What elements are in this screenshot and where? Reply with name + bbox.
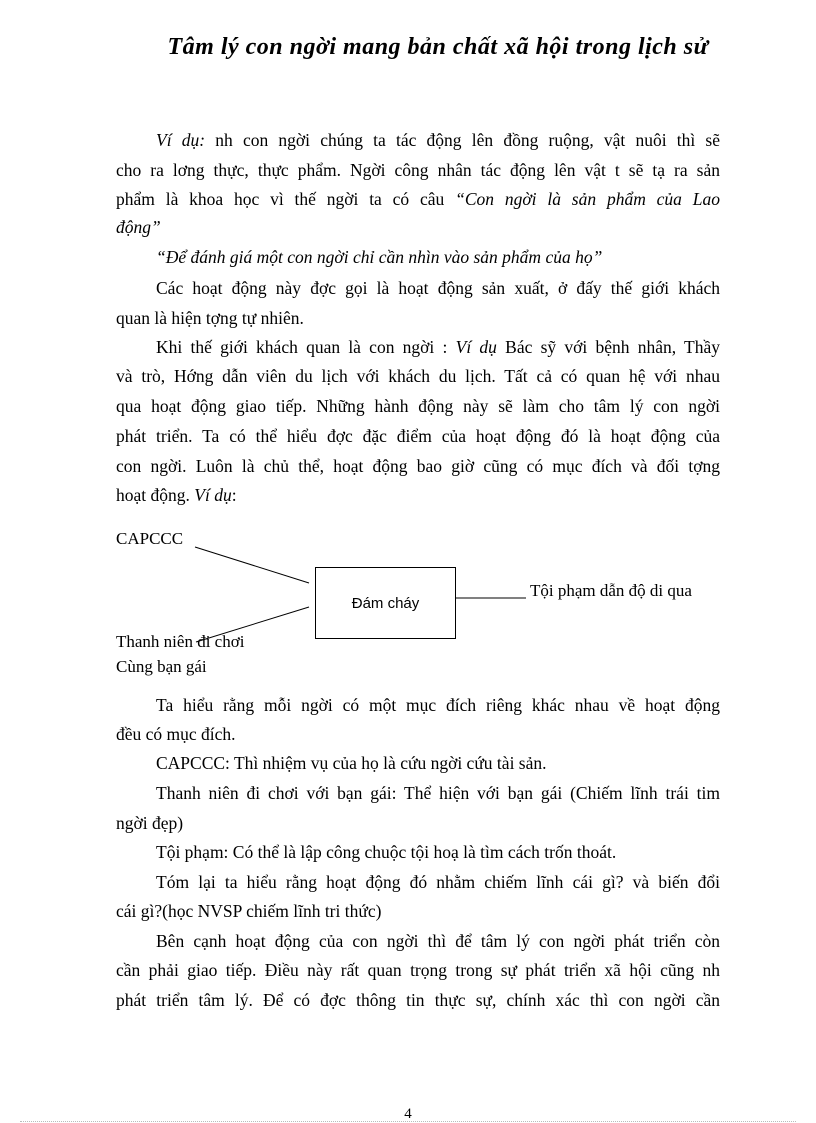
diagram-center-box [315, 567, 456, 639]
header-title: Tâm lý con ngời mang bản chất xã hội trong lịch sử [167, 34, 709, 60]
diagram-center-label: Đám cháy [351, 594, 420, 612]
body-text: : [231, 485, 237, 505]
connector-capccc [195, 547, 309, 583]
body-line: qua hoạt động giao tiếp. Những hành động này sẽ làm cho tâm lý con ngời [116, 396, 720, 416]
body-text: phẩm là khoa học vì thế ngời ta có câu [116, 189, 456, 209]
example-label: Ví dụ [194, 485, 232, 505]
body-line: CAPCCC: Thì nhiệm vụ của họ là cứu ngời cứu tài sản. [156, 753, 547, 773]
body-line: Tội phạm: Có thể là lập công chuộc tội hoạ là tìm cách trốn thoát. [156, 842, 617, 862]
body-line: cần phải giao tiếp. Điều này rất quan trọng trong sự phát triển xã hội cũng nh [116, 960, 720, 980]
body-line: Tóm lại ta hiểu rằng hoạt động đó nhằm chiếm lĩnh cái gì? và biến đổi [156, 872, 720, 892]
body-line: quan là hiện tợng tự nhiên. [116, 308, 304, 328]
body-text: hoạt động. [116, 485, 195, 505]
body-text: Bác sỹ với bệnh nhân, Thầy [496, 337, 720, 357]
diagram-label-youth-1: Thanh niên đi chơi [116, 632, 245, 651]
body-line: Các hoạt động này đợc gọi là hoạt động sản xuất, ở đấy thế giới khách [156, 278, 720, 298]
diagram-label-capccc: CAPCCC [116, 529, 184, 548]
body-line: động” [116, 217, 161, 237]
page-number: 4 [404, 1106, 412, 1122]
body-line: cái gì?(học NVSP chiếm lĩnh tri thức) [116, 901, 382, 921]
body-line: đều có mục đích. [116, 724, 236, 744]
quote-line: “Để đánh giá một con ngời chỉ cần nhìn vào sản phẩm của họ” [156, 247, 603, 267]
footer-divider [20, 1121, 796, 1122]
body-line: Thanh niên đi chơi với bạn gái: Thể hiện với bạn gái (Chiếm lĩnh trái tim [156, 783, 720, 803]
body-line: Ta hiểu rằng mỗi ngời có một mục đích riêng khác nhau về hoạt động [156, 695, 720, 715]
body-line: cho ra lơng thực, thực phẩm. Ngời công nhân tác động lên vật t sẽ tạ ra sản [116, 160, 720, 180]
body-line: phát triển. Ta có thể hiểu đợc đặc điểm của hoạt động đó là hoạt động của [116, 426, 720, 446]
body-line: và trò, Hớng dẫn viên du lịch với khách du lịch. Tất cả có quan hệ với nhau [116, 366, 720, 386]
body-line: Bên cạnh hoạt động của con ngời thì để tâm lý con ngời phát triển còn [156, 931, 720, 951]
body-line: con ngời. Luôn là chủ thể, hoạt động bao giờ cũng có mục đích và đối tợng [116, 456, 720, 476]
body-text: Khi thế giới khách quan là con ngời : [156, 337, 456, 357]
quote-text: “Con ngời là sản phẩm của Lao [455, 189, 720, 209]
example-label: Ví dụ [455, 337, 497, 357]
diagram-label-criminal: Tội phạm dẫn độ di qua [530, 581, 692, 600]
body-line: phát triển tâm lý. Để có đợc thông tin thực sự, chính xác thì con ngời cần [116, 990, 720, 1010]
body-line: ngời đẹp) [116, 813, 184, 833]
diagram-label-youth-2: Cùng bạn gái [116, 657, 207, 676]
body-text: nh con ngời chúng ta tác động lên đồng ruộng, vật nuôi thì sẽ [205, 130, 720, 150]
example-label: Ví dụ: [156, 130, 206, 150]
